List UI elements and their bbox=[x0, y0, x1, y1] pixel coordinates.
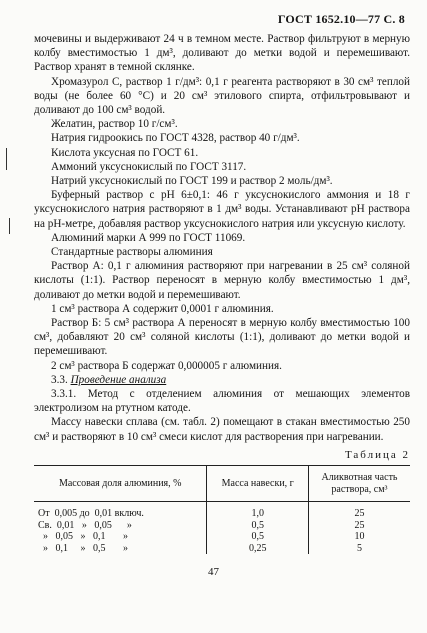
paragraph: Алюминий марки А 999 по ГОСТ 11069. bbox=[51, 231, 246, 244]
paragraph: 3.3.1. Метод с отделением алюминия от мешающих элементов электролизом на ртутном катоде. bbox=[34, 388, 410, 415]
section-heading bbox=[34, 373, 410, 387]
document-body bbox=[34, 32, 410, 554]
paragraph: Массу навески сплава (см. табл. 2) помещают в стакан вместимостью 250 см³ и растворяют в 10 см³ смеси кислот для растворения при нагревании. bbox=[34, 416, 410, 443]
table-row bbox=[34, 543, 410, 555]
margin-mark bbox=[9, 218, 10, 234]
section-number: 3.3. bbox=[51, 373, 68, 386]
paragraph: Хромазурол С, раствор 1 г/дм³: 0,1 г реагента растворяют в 30 см³ теплой воды (не более 60 °С) и 20 см³ этилового спирта, отфильтровывают и доливают до 100 см³ водой. bbox=[34, 75, 410, 117]
table-cell: 25 bbox=[308, 520, 410, 532]
page-header: ГОСТ 1652.10—77 С. 8 bbox=[277, 12, 405, 26]
paragraph: Буферный раствор с pH 6±0,1: 46 г уксуснокислого аммония и 18 г уксуснокислого натрия растворяют в 1 дм³ воды. Устанавливают pH раствора на pH-метре, добавляя раствор уксуснокислого натрия или уксусную кислоту. bbox=[34, 189, 410, 230]
paragraph: Аммоний уксуснокислый по ГОСТ 3117. bbox=[51, 160, 247, 173]
paragraph-group bbox=[34, 387, 410, 444]
table-cell: 0,25 bbox=[207, 543, 309, 555]
margin-mark bbox=[6, 148, 7, 170]
paragraph: 2 см³ раствора Б содержат 0,000005 г алюминия. bbox=[51, 359, 282, 372]
table-cell: 25 bbox=[308, 502, 410, 520]
paragraph: Раствор Б: 5 см³ раствора А переносят в мерную колбу вместимостью 100 см³, добавляют 20 см³ соляной кислоты (1:1), доливают до метки водой и перемешивают. bbox=[34, 317, 410, 358]
table-cell: » 0,1 » 0,5 » bbox=[38, 542, 128, 554]
table-row bbox=[34, 502, 410, 520]
table-cell: 1,0 bbox=[207, 502, 309, 520]
table-cell: От 0,005 до 0,01 включ. bbox=[38, 508, 144, 520]
paragraph: Желатин, раствор 10 г/см³. bbox=[51, 118, 178, 131]
table-cell: » 0,05 » 0,1 » bbox=[38, 531, 128, 543]
table-row bbox=[34, 531, 410, 543]
paragraph: Натрия гидроокись по ГОСТ 4328, раствор 40 г/дм³. bbox=[51, 132, 300, 145]
column-header: Массовая доля алюминия, % bbox=[34, 466, 207, 502]
paragraph-group bbox=[34, 32, 410, 373]
data-table bbox=[34, 465, 410, 554]
paragraph: Кислота уксусная по ГОСТ 61. bbox=[51, 146, 199, 159]
section-title: Проведение анализа bbox=[70, 373, 167, 386]
paragraph: мочевины и выдерживают 24 ч в темном месте. Раствор фильтруют в мерную колбу вместимостью 1 дм³, доливают до метки водой и перемешивают. Раствор хранят в темной склянке. bbox=[34, 33, 410, 74]
table-row bbox=[34, 520, 410, 532]
table-cell: 5 bbox=[308, 543, 410, 555]
table-cell: 10 bbox=[308, 531, 410, 543]
table-header-row bbox=[34, 466, 410, 502]
column-header: Масса навески, г bbox=[207, 466, 309, 502]
paragraph: Раствор А: 0,1 г алюминия растворяют при нагревании в 25 см³ соляной кислоты (1:1). Раствор переносят в мерную колбу вместимостью 1 дм³, доливают до метки водой и перемешивают. bbox=[34, 260, 410, 301]
page-number: 47 bbox=[208, 566, 219, 578]
paragraph: Стандартные растворы алюминия bbox=[51, 246, 213, 259]
table-cell: 0,5 bbox=[207, 520, 309, 532]
paragraph: Натрий уксуснокислый по ГОСТ 199 и раствор 2 моль/дм³. bbox=[51, 175, 333, 188]
table-cell: Св. 0,01 » 0,05 » bbox=[38, 519, 132, 531]
column-header: Аликвотная часть раствора, см³ bbox=[308, 466, 410, 502]
table-cell: 0,5 bbox=[207, 531, 309, 543]
table-caption: Таблица 2 bbox=[344, 448, 410, 461]
paragraph: 1 см³ раствора А содержит 0,0001 г алюминия. bbox=[51, 302, 274, 315]
